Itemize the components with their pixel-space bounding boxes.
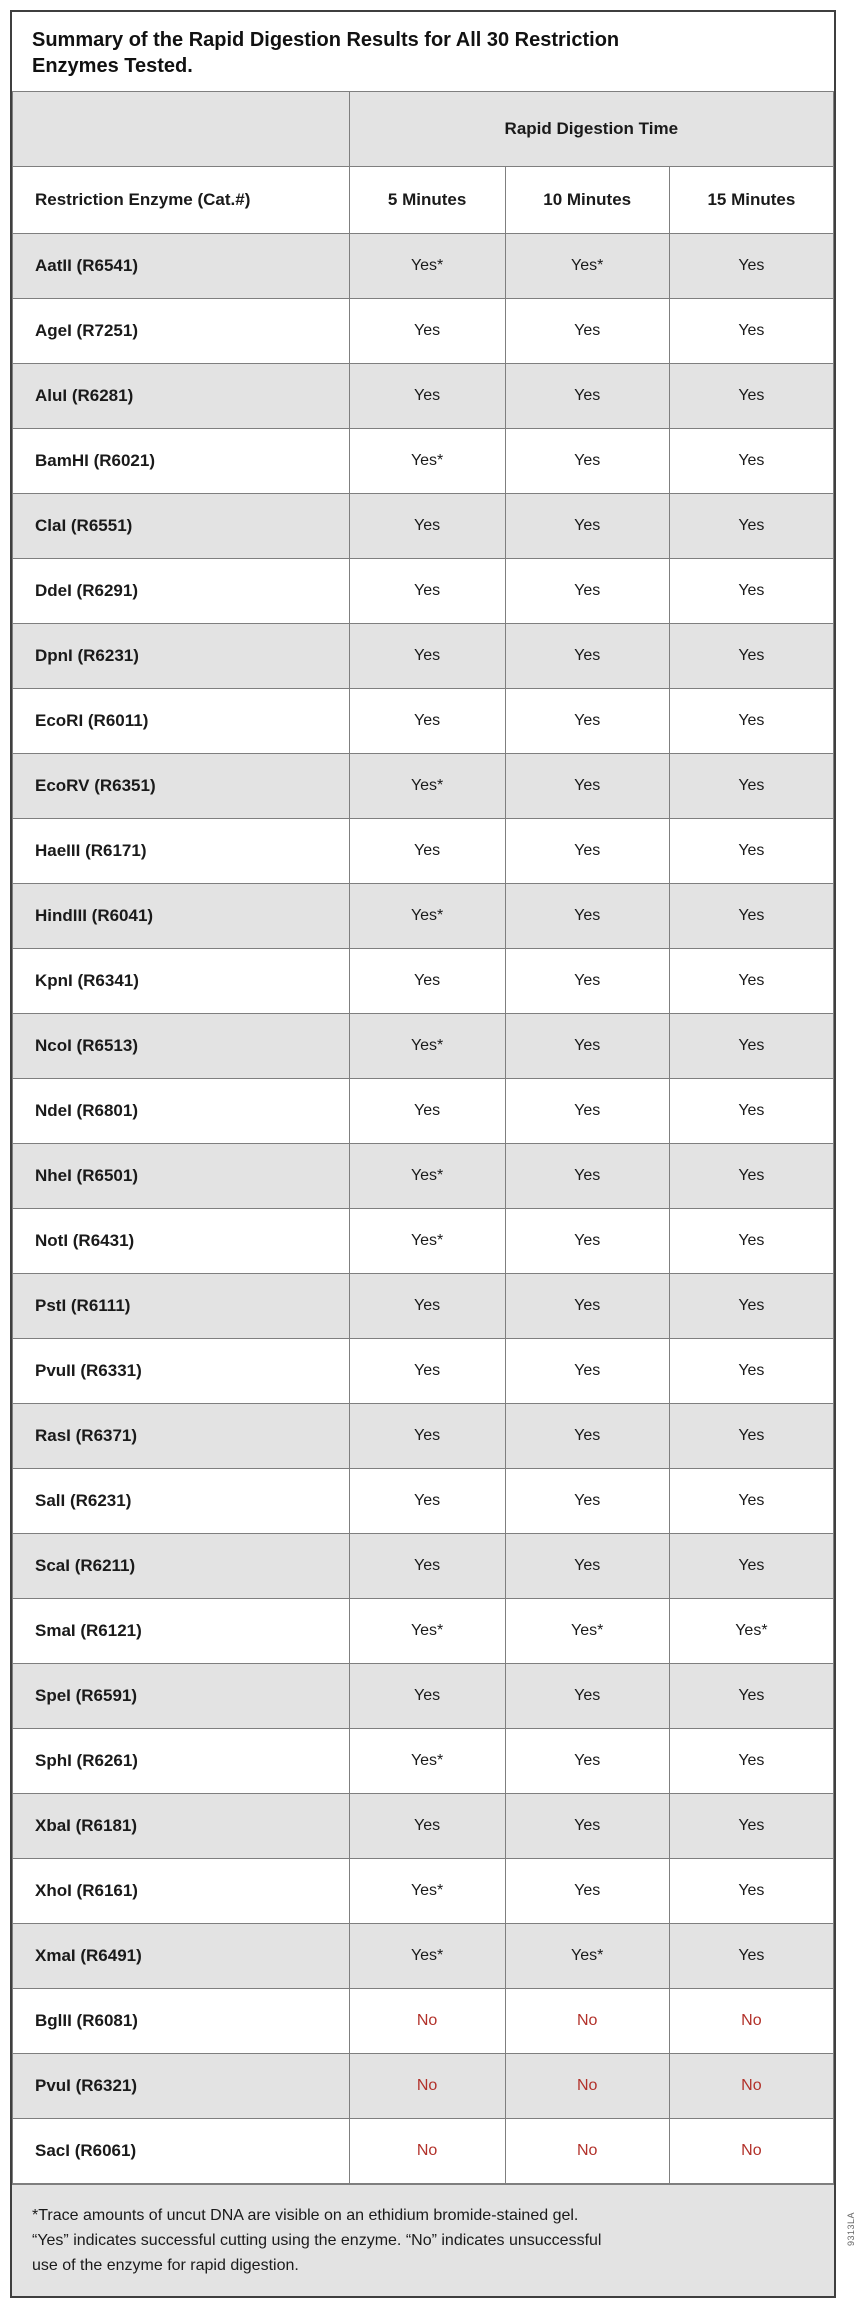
table-row: [13, 1794, 834, 1859]
table-row: [13, 1729, 834, 1794]
result-cell-15min: Yes: [669, 1209, 833, 1274]
result-cell-15min: Yes: [669, 299, 833, 364]
result-cell-15min: Yes: [669, 689, 833, 754]
result-cell-10min: Yes: [505, 1014, 669, 1079]
result-cell-15min: No: [669, 1989, 833, 2054]
result-cell-15min: Yes: [669, 1794, 833, 1859]
result-cell-5min: Yes*: [349, 429, 505, 494]
result-cell-5min: Yes*: [349, 1209, 505, 1274]
result-cell-15min: Yes: [669, 1339, 833, 1404]
result-cell-10min: Yes: [505, 1274, 669, 1339]
result-cell-10min: Yes: [505, 1729, 669, 1794]
result-cell-10min: Yes: [505, 1079, 669, 1144]
column-header-row: [13, 167, 834, 234]
figure-frame: [10, 10, 836, 2298]
table-row: [13, 1924, 834, 1989]
enzyme-cell: PvuII (R6331): [13, 1339, 350, 1404]
result-cell-10min: No: [505, 2119, 669, 2184]
enzyme-cell: NdeI (R6801): [13, 1079, 350, 1144]
figure-title-line1: Summary of the Rapid Digestion Results for All 30 Restriction: [32, 29, 620, 51]
result-cell-10min: Yes: [505, 559, 669, 624]
table-row: [13, 2054, 834, 2119]
result-cell-15min: Yes: [669, 1404, 833, 1469]
result-cell-15min: Yes: [669, 364, 833, 429]
result-cell-5min: Yes: [349, 364, 505, 429]
result-cell-10min: No: [505, 2054, 669, 2119]
enzyme-cell: EcoRI (R6011): [13, 689, 350, 754]
footnote-line1: *Trace amounts of uncut DNA are visible on an ethidium bromide-stained gel.: [32, 2207, 579, 2224]
result-cell-15min: Yes: [669, 1469, 833, 1534]
result-cell-5min: No: [349, 2119, 505, 2184]
column-header-15min: 15 Minutes: [669, 167, 833, 234]
enzyme-cell: XbaI (R6181): [13, 1794, 350, 1859]
result-cell-15min: Yes: [669, 1079, 833, 1144]
footnote-line2: “Yes” indicates successful cutting using the enzyme. “No” indicates unsuccessful: [32, 2232, 602, 2249]
enzyme-cell: PvuI (R6321): [13, 2054, 350, 2119]
result-cell-15min: Yes: [669, 1274, 833, 1339]
table-row: [13, 1989, 834, 2054]
result-cell-15min: Yes: [669, 1534, 833, 1599]
table-row: [13, 624, 834, 689]
table-row: [13, 689, 834, 754]
result-cell-5min: Yes: [349, 949, 505, 1014]
result-cell-5min: Yes: [349, 819, 505, 884]
result-cell-10min: Yes: [505, 1209, 669, 1274]
result-cell-5min: Yes*: [349, 1599, 505, 1664]
enzyme-cell: ScaI (R6211): [13, 1534, 350, 1599]
column-header-enzyme: Restriction Enzyme (Cat.#): [13, 167, 350, 234]
result-cell-10min: Yes: [505, 1794, 669, 1859]
result-cell-15min: Yes: [669, 1014, 833, 1079]
result-cell-5min: Yes: [349, 1534, 505, 1599]
result-cell-10min: Yes: [505, 1469, 669, 1534]
result-cell-5min: Yes*: [349, 1924, 505, 1989]
group-header: Rapid Digestion Time: [349, 92, 833, 167]
enzyme-cell: NotI (R6431): [13, 1209, 350, 1274]
table-row: [13, 754, 834, 819]
result-cell-10min: Yes: [505, 299, 669, 364]
empty-header-cell: [13, 92, 350, 167]
table-row: [13, 559, 834, 624]
enzyme-cell: SpeI (R6591): [13, 1664, 350, 1729]
table-row: [13, 1014, 834, 1079]
enzyme-cell: KpnI (R6341): [13, 949, 350, 1014]
result-cell-5min: Yes: [349, 689, 505, 754]
result-cell-10min: Yes: [505, 1664, 669, 1729]
enzyme-cell: SphI (R6261): [13, 1729, 350, 1794]
result-cell-15min: Yes: [669, 949, 833, 1014]
result-cell-15min: Yes: [669, 429, 833, 494]
table-row: [13, 1144, 834, 1209]
result-cell-5min: Yes: [349, 1274, 505, 1339]
result-cell-5min: Yes: [349, 559, 505, 624]
result-cell-10min: Yes*: [505, 1599, 669, 1664]
enzyme-cell: NcoI (R6513): [13, 1014, 350, 1079]
table-row: [13, 1469, 834, 1534]
result-cell-10min: No: [505, 1989, 669, 2054]
enzyme-cell: AgeI (R7251): [13, 299, 350, 364]
table-row: [13, 1079, 834, 1144]
result-cell-15min: Yes: [669, 1144, 833, 1209]
result-cell-5min: Yes: [349, 1339, 505, 1404]
result-cell-5min: Yes*: [349, 884, 505, 949]
result-cell-15min: Yes: [669, 234, 833, 299]
result-cell-5min: Yes: [349, 1404, 505, 1469]
figure-title-line2: Enzymes Tested.: [32, 55, 193, 77]
table-row: [13, 819, 834, 884]
table-row: [13, 2119, 834, 2184]
table-row: [13, 234, 834, 299]
result-cell-5min: Yes: [349, 1664, 505, 1729]
result-cell-15min: Yes*: [669, 1599, 833, 1664]
result-cell-10min: Yes: [505, 364, 669, 429]
result-cell-5min: No: [349, 1989, 505, 2054]
result-cell-10min: Yes: [505, 429, 669, 494]
enzyme-cell: HindIII (R6041): [13, 884, 350, 949]
result-cell-15min: Yes: [669, 819, 833, 884]
enzyme-cell: EcoRV (R6351): [13, 754, 350, 819]
result-cell-15min: No: [669, 2119, 833, 2184]
result-cell-10min: Yes: [505, 1534, 669, 1599]
result-cell-5min: Yes*: [349, 234, 505, 299]
enzyme-cell: AatII (R6541): [13, 234, 350, 299]
table-row: [13, 494, 834, 559]
result-cell-15min: Yes: [669, 1664, 833, 1729]
enzyme-cell: NheI (R6501): [13, 1144, 350, 1209]
result-cell-10min: Yes: [505, 754, 669, 819]
group-header-row: [13, 92, 834, 167]
table-row: [13, 1274, 834, 1339]
result-cell-5min: Yes: [349, 1794, 505, 1859]
footnote-line3: use of the enzyme for rapid digestion.: [32, 2257, 299, 2274]
enzyme-cell: SalI (R6231): [13, 1469, 350, 1534]
result-cell-10min: Yes: [505, 1144, 669, 1209]
result-cell-5min: No: [349, 2054, 505, 2119]
result-cell-10min: Yes: [505, 884, 669, 949]
result-cell-5min: Yes*: [349, 1859, 505, 1924]
enzyme-cell: ClaI (R6551): [13, 494, 350, 559]
enzyme-cell: SacI (R6061): [13, 2119, 350, 2184]
enzyme-cell: BamHI (R6021): [13, 429, 350, 494]
enzyme-cell: XmaI (R6491): [13, 1924, 350, 1989]
table-row: [13, 949, 834, 1014]
results-table: [12, 91, 834, 2184]
result-cell-10min: Yes: [505, 1859, 669, 1924]
result-cell-15min: Yes: [669, 1924, 833, 1989]
result-cell-10min: Yes: [505, 819, 669, 884]
table-row: [13, 1534, 834, 1599]
result-cell-10min: Yes: [505, 689, 669, 754]
result-cell-10min: Yes: [505, 949, 669, 1014]
result-cell-15min: Yes: [669, 494, 833, 559]
enzyme-cell: PstI (R6111): [13, 1274, 350, 1339]
table-row: [13, 299, 834, 364]
result-cell-15min: Yes: [669, 754, 833, 819]
table-row: [13, 1339, 834, 1404]
figure-title: [12, 12, 834, 91]
enzyme-cell: SmaI (R6121): [13, 1599, 350, 1664]
table-row: [13, 884, 834, 949]
figure-code: 9313LA: [846, 2211, 856, 2246]
result-cell-15min: Yes: [669, 1729, 833, 1794]
enzyme-cell: DdeI (R6291): [13, 559, 350, 624]
result-cell-5min: Yes: [349, 494, 505, 559]
result-cell-5min: Yes: [349, 1079, 505, 1144]
result-cell-5min: Yes: [349, 299, 505, 364]
enzyme-cell: DpnI (R6231): [13, 624, 350, 689]
result-cell-15min: No: [669, 2054, 833, 2119]
result-cell-10min: Yes: [505, 1339, 669, 1404]
result-cell-15min: Yes: [669, 624, 833, 689]
enzyme-cell: RasI (R6371): [13, 1404, 350, 1469]
table-row: [13, 429, 834, 494]
enzyme-cell: AluI (R6281): [13, 364, 350, 429]
table-row: [13, 1209, 834, 1274]
table-row: [13, 1664, 834, 1729]
result-cell-15min: Yes: [669, 559, 833, 624]
result-cell-5min: Yes: [349, 624, 505, 689]
footnote: [12, 2184, 834, 2296]
result-cell-10min: Yes: [505, 494, 669, 559]
result-cell-10min: Yes: [505, 1404, 669, 1469]
table-row: [13, 1859, 834, 1924]
table-row: [13, 1599, 834, 1664]
result-cell-15min: Yes: [669, 1859, 833, 1924]
table-row: [13, 364, 834, 429]
enzyme-cell: BglII (R6081): [13, 1989, 350, 2054]
result-cell-10min: Yes*: [505, 234, 669, 299]
result-cell-5min: Yes*: [349, 1144, 505, 1209]
result-cell-5min: Yes*: [349, 1014, 505, 1079]
table-body: [13, 234, 834, 2184]
result-cell-10min: Yes*: [505, 1924, 669, 1989]
enzyme-cell: XhoI (R6161): [13, 1859, 350, 1924]
result-cell-10min: Yes: [505, 624, 669, 689]
result-cell-5min: Yes*: [349, 1729, 505, 1794]
result-cell-5min: Yes*: [349, 754, 505, 819]
enzyme-cell: HaeIII (R6171): [13, 819, 350, 884]
result-cell-5min: Yes: [349, 1469, 505, 1534]
column-header-10min: 10 Minutes: [505, 167, 669, 234]
column-header-5min: 5 Minutes: [349, 167, 505, 234]
result-cell-15min: Yes: [669, 884, 833, 949]
table-row: [13, 1404, 834, 1469]
